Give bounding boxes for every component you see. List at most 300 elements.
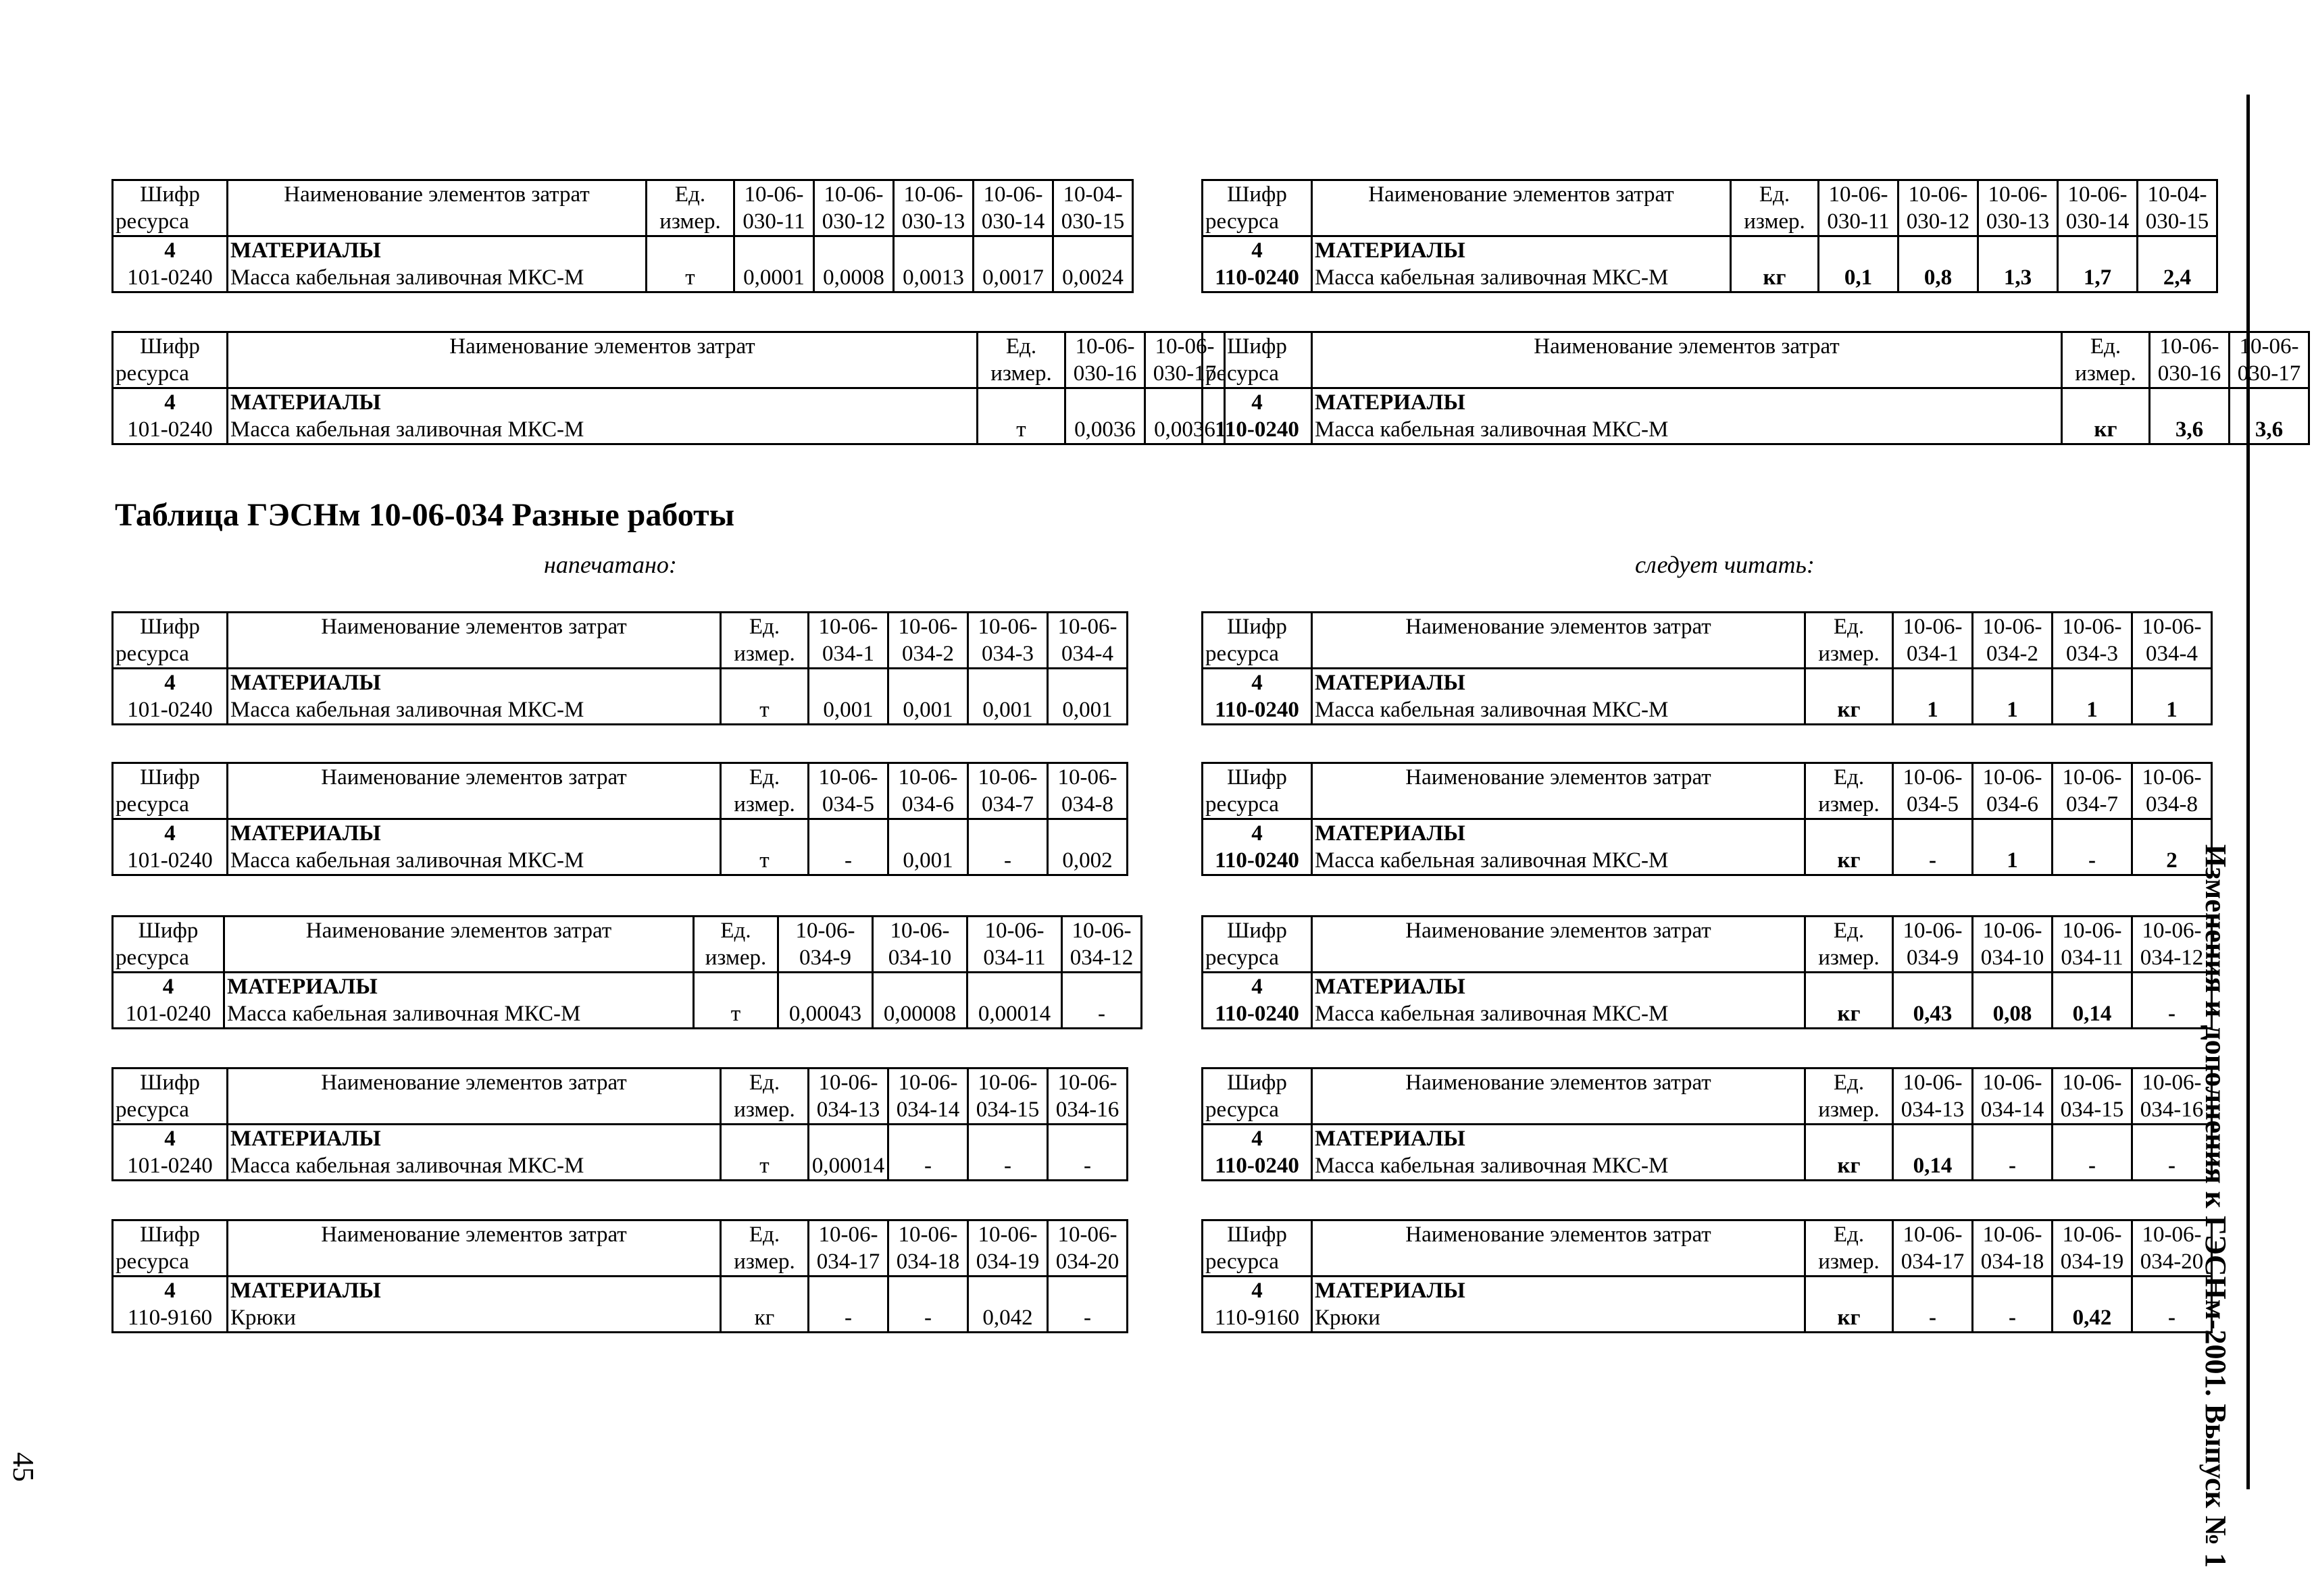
shifr-header xyxy=(113,1220,228,1277)
norm-code-top: 10-06- xyxy=(2062,1071,2122,1095)
name-header: Наименование элементов затрат xyxy=(228,763,721,819)
norm-value: - xyxy=(2088,848,2096,873)
material-row xyxy=(1203,1277,2212,1333)
norm-code-top: 10-06- xyxy=(1057,765,1117,790)
resource-code-cell xyxy=(1203,819,1312,875)
norm-code-top: 10-06- xyxy=(978,615,1038,639)
shifr-header xyxy=(1203,1220,1312,1277)
ed-label: Ед. xyxy=(1759,182,1790,207)
resource-code-cell xyxy=(113,819,228,875)
norm-code-bottom: 030-14 xyxy=(981,209,1045,234)
norm-code-top: 10-04- xyxy=(1063,182,1123,207)
norm-code-header xyxy=(1065,332,1145,388)
resource-code: 110-0240 xyxy=(1215,1002,1299,1026)
group-code: 4 xyxy=(164,238,176,263)
resource-unit-value: кг xyxy=(2094,417,2117,442)
material-row xyxy=(113,669,1128,725)
norm-code-top: 10-06- xyxy=(1057,1222,1117,1247)
norm-code-top: 10-06- xyxy=(978,1071,1038,1095)
norm-value-cell xyxy=(1893,819,1973,875)
norm-value-cell xyxy=(2132,819,2212,875)
norm-code-top: 10-06- xyxy=(2142,919,2202,943)
norm-code-top: 10-06- xyxy=(1982,919,2042,943)
resursa-label: ресурса xyxy=(116,642,189,666)
norm-code-top: 10-06- xyxy=(1982,1222,2042,1247)
group-name: МАТЕРИАЛЫ xyxy=(1315,390,1465,415)
resource-code: 101-0240 xyxy=(127,698,213,722)
norm-value-cell xyxy=(1973,1125,2053,1181)
resursa-label: ресурса xyxy=(1205,209,1279,234)
norm-code-bottom: 030-13 xyxy=(1986,209,2050,234)
resource-name: Масса кабельная заливочная МКС-М xyxy=(227,1002,581,1026)
resource-name: Масса кабельная заливочная МКС-М xyxy=(230,848,584,873)
norm-value-cell xyxy=(778,973,873,1029)
norm-code-top: 10-06- xyxy=(2239,334,2299,359)
resource-name-cell xyxy=(1312,1277,1805,1333)
unit-header xyxy=(1805,763,1893,819)
norm-code-top: 10-06- xyxy=(978,765,1038,790)
izmer-label: измер. xyxy=(990,361,1052,386)
norm-code-header xyxy=(2053,917,2132,973)
resource-name-cell xyxy=(224,973,694,1029)
ed-label: Ед. xyxy=(1833,1222,1865,1247)
resource-code-cell xyxy=(113,973,224,1029)
norm-value: - xyxy=(1929,848,1936,873)
norm-code-top: 10-06- xyxy=(898,1222,958,1247)
shifr-header xyxy=(1203,917,1312,973)
norm-value: - xyxy=(1004,848,1011,873)
name-header: Наименование элементов затрат xyxy=(1312,917,1805,973)
norm-value: 0,1 xyxy=(1844,265,1873,290)
header-row xyxy=(1203,180,2217,236)
header-row xyxy=(113,180,1133,236)
norm-code-top: 10-06- xyxy=(1982,615,2042,639)
norm-code-bottom: 034-7 xyxy=(982,792,1034,817)
resource-table-t030a-right xyxy=(1201,179,2218,293)
resource-unit-value: т xyxy=(759,848,770,873)
norm-value: 0,00014 xyxy=(978,1002,1051,1026)
norm-value: 0,0001 xyxy=(743,265,805,290)
resource-table-t030b-right xyxy=(1201,331,2310,445)
group-name: МАТЕРИАЛЫ xyxy=(1315,238,1465,263)
unit-header xyxy=(1805,1069,1893,1125)
group-code: 4 xyxy=(164,1279,176,1303)
material-row xyxy=(1203,236,2217,292)
norm-code-header xyxy=(1973,1069,2053,1125)
norm-value-cell xyxy=(1048,669,1128,725)
norm-code-top: 10-06- xyxy=(2062,919,2122,943)
norm-value-cell xyxy=(2150,388,2230,444)
resource-table-t034-17-left xyxy=(111,1219,1128,1333)
norm-code-top: 10-06- xyxy=(744,182,804,207)
norm-code-header xyxy=(1973,917,2053,973)
shifr-label: Шифр xyxy=(140,1071,200,1095)
group-name: МАТЕРИАЛЫ xyxy=(1315,1279,1465,1303)
resource-table-t034-13-right xyxy=(1201,1067,2213,1181)
table-title: Таблица ГЭСНм 10-06-034 Разные работы xyxy=(115,497,735,533)
header-row xyxy=(1203,332,2309,388)
izmer-label: измер. xyxy=(659,209,721,234)
ed-label: Ед. xyxy=(720,919,751,943)
resource-unit xyxy=(1731,236,1819,292)
material-row xyxy=(113,1125,1128,1181)
norm-code-bottom: 034-10 xyxy=(1980,946,2044,970)
norm-value: - xyxy=(2168,1002,2175,1026)
group-name: МАТЕРИАЛЫ xyxy=(230,238,381,263)
norm-value: 0,042 xyxy=(982,1306,1033,1330)
norm-code-top: 10-06- xyxy=(2142,1222,2202,1247)
group-code: 4 xyxy=(1251,975,1263,999)
norm-code-bottom: 034-1 xyxy=(822,642,874,666)
resource-code-cell xyxy=(1203,388,1312,444)
group-code: 4 xyxy=(1251,238,1263,263)
izmer-label: измер. xyxy=(1818,642,1880,666)
norm-code-bottom: 034-8 xyxy=(2146,792,2198,817)
norm-value: 0,001 xyxy=(903,698,953,722)
unit-header xyxy=(721,1220,809,1277)
norm-code-top: 10-06- xyxy=(1908,182,1968,207)
resource-code: 110-0240 xyxy=(1215,265,1299,290)
resource-code: 101-0240 xyxy=(127,265,213,290)
norm-value: 0,0036 xyxy=(1074,417,1136,442)
resursa-label: ресурса xyxy=(1205,1250,1279,1274)
norm-value: - xyxy=(845,1306,852,1330)
norm-value: 3,6 xyxy=(2255,417,2284,442)
norm-value-cell xyxy=(2053,819,2132,875)
header-row xyxy=(113,763,1128,819)
norm-value-cell xyxy=(2132,669,2212,725)
material-row xyxy=(113,388,1225,444)
resursa-label: ресурса xyxy=(116,361,189,386)
norm-code-header xyxy=(2053,1220,2132,1277)
resource-code-cell xyxy=(113,1277,228,1333)
norm-code-bottom: 034-15 xyxy=(2060,1098,2124,1122)
norm-value: 1 xyxy=(2007,848,2018,873)
resource-unit xyxy=(1805,1277,1893,1333)
resource-name-cell xyxy=(1312,669,1805,725)
norm-code-header xyxy=(968,613,1048,669)
resource-code: 110-9160 xyxy=(1214,1306,1300,1330)
resource-name-cell xyxy=(228,388,978,444)
norm-value-cell xyxy=(1048,1277,1128,1333)
resource-table-t034-1-right xyxy=(1201,611,2213,725)
group-code: 4 xyxy=(1251,671,1263,695)
norm-code-header xyxy=(2138,180,2217,236)
shifr-header xyxy=(113,763,228,819)
norm-code-top: 10-06- xyxy=(1057,1071,1117,1095)
norm-code-header xyxy=(1819,180,1898,236)
norm-value: - xyxy=(1098,1002,1105,1026)
norm-code-top: 10-06- xyxy=(1075,334,1135,359)
group-code: 4 xyxy=(1251,1279,1263,1303)
norm-code-bottom: 034-7 xyxy=(2066,792,2118,817)
shifr-header xyxy=(1203,1069,1312,1125)
shifr-label: Шифр xyxy=(140,182,200,207)
resource-table-t030b-left xyxy=(111,331,1226,445)
unit-header xyxy=(1805,613,1893,669)
norm-code-header xyxy=(888,613,968,669)
resursa-label: ресурса xyxy=(116,209,189,234)
norm-value: - xyxy=(2009,1306,2016,1330)
resource-unit-value: кг xyxy=(1837,1154,1861,1178)
material-row xyxy=(113,819,1128,875)
resource-name: Масса кабельная заливочная МКС-М xyxy=(230,1154,584,1178)
norm-code-top: 10-06- xyxy=(2142,765,2202,790)
resursa-label: ресурса xyxy=(1205,642,1279,666)
norm-value: - xyxy=(1084,1154,1091,1178)
name-header: Наименование элементов затрат xyxy=(228,180,647,236)
header-row xyxy=(1203,1220,2212,1277)
resource-table-t034-13-left xyxy=(111,1067,1128,1181)
shifr-label: Шифр xyxy=(138,919,199,943)
resource-table-t034-17-right xyxy=(1201,1219,2213,1333)
norm-value-cell xyxy=(888,819,968,875)
resource-name: Масса кабельная заливочная МКС-М xyxy=(230,417,584,442)
norm-code-bottom: 030-16 xyxy=(2157,361,2221,386)
resource-unit xyxy=(694,973,778,1029)
resursa-label: ресурса xyxy=(1205,946,1279,970)
resource-name-cell xyxy=(228,1125,721,1181)
norm-code-top: 10-06- xyxy=(898,1071,958,1095)
norm-value: 0,001 xyxy=(982,698,1033,722)
shifr-label: Шифр xyxy=(140,765,200,790)
izmer-label: измер. xyxy=(1818,792,1880,817)
norm-code-top: 10-06- xyxy=(898,615,958,639)
norm-code-bottom: 034-8 xyxy=(1061,792,1113,817)
resource-unit-value: т xyxy=(759,1154,770,1178)
resource-name: Масса кабельная заливочная МКС-М xyxy=(230,265,584,290)
norm-value: - xyxy=(924,1306,932,1330)
group-name: МАТЕРИАЛЫ xyxy=(1315,1127,1465,1151)
norm-code-bottom: 034-19 xyxy=(976,1250,1040,1274)
resource-unit-value: кг xyxy=(1837,1002,1861,1026)
note-read-as: следует читать: xyxy=(1635,551,1815,578)
norm-code-bottom: 034-17 xyxy=(816,1250,880,1274)
norm-value: 0,0017 xyxy=(982,265,1044,290)
norm-value: 0,42 xyxy=(2072,1306,2112,1330)
resource-code: 101-0240 xyxy=(125,1002,211,1026)
norm-value-cell xyxy=(888,1277,968,1333)
norm-code-top: 10-06- xyxy=(984,919,1045,943)
norm-code-bottom: 030-15 xyxy=(2145,209,2209,234)
group-name: МАТЕРИАЛЫ xyxy=(230,671,381,695)
norm-code-header xyxy=(1062,917,1142,973)
norm-code-bottom: 034-20 xyxy=(1055,1250,1120,1274)
group-name: МАТЕРИАЛЫ xyxy=(230,1127,381,1151)
resource-code-cell xyxy=(1203,973,1312,1029)
group-code: 4 xyxy=(162,975,174,999)
material-row xyxy=(113,236,1133,292)
group-name: МАТЕРИАЛЫ xyxy=(1315,975,1465,999)
resource-name: Масса кабельная заливочная МКС-М xyxy=(1315,848,1669,873)
group-code: 4 xyxy=(1251,1127,1263,1151)
resursa-label: ресурса xyxy=(1205,792,1279,817)
norm-code-header xyxy=(809,1220,888,1277)
ed-label: Ед. xyxy=(749,1222,780,1247)
norm-code-bottom: 034-6 xyxy=(1986,792,2038,817)
izmer-label: измер. xyxy=(2075,361,2136,386)
resource-unit xyxy=(721,819,809,875)
norm-code-header xyxy=(1898,180,1978,236)
norm-code-header xyxy=(2132,1069,2212,1125)
resource-code: 110-9160 xyxy=(127,1306,213,1330)
norm-code-top: 10-06- xyxy=(824,182,884,207)
resource-name: Масса кабельная заливочная МКС-М xyxy=(1315,265,1669,290)
resource-unit-value: кг xyxy=(1837,848,1861,873)
norm-value-cell xyxy=(2230,388,2309,444)
name-header: Наименование элементов затрат xyxy=(1312,1069,1805,1125)
izmer-label: измер. xyxy=(1744,209,1805,234)
norm-code-header xyxy=(888,1069,968,1125)
norm-code-header xyxy=(1053,180,1133,236)
norm-code-top: 10-06- xyxy=(983,182,1043,207)
norm-code-bottom: 030-17 xyxy=(1153,361,1217,386)
norm-code-header xyxy=(2053,763,2132,819)
material-row xyxy=(1203,388,2309,444)
norm-value: 0,00043 xyxy=(788,1002,862,1026)
norm-code-bottom: 034-11 xyxy=(983,946,1046,970)
resource-unit xyxy=(721,1125,809,1181)
norm-code-header xyxy=(2230,332,2309,388)
resource-unit xyxy=(1805,819,1893,875)
norm-code-bottom: 034-16 xyxy=(2140,1098,2204,1122)
norm-value-cell xyxy=(1065,388,1145,444)
resource-name-cell xyxy=(228,1277,721,1333)
norm-code-top: 10-06- xyxy=(1903,615,1963,639)
norm-value-cell xyxy=(1973,973,2053,1029)
norm-value: 1 xyxy=(2007,698,2018,722)
group-code: 4 xyxy=(1251,821,1263,846)
norm-value-cell xyxy=(1973,669,2053,725)
unit-header xyxy=(1805,917,1893,973)
ed-label: Ед. xyxy=(1833,919,1865,943)
norm-value-cell xyxy=(1893,973,1973,1029)
resource-unit xyxy=(1805,1125,1893,1181)
norm-code-bottom: 030-11 xyxy=(743,209,805,234)
resource-code: 110-0240 xyxy=(1215,848,1299,873)
norm-code-bottom: 030-16 xyxy=(1073,361,1137,386)
norm-value: 1,7 xyxy=(2083,265,2112,290)
norm-value: 1 xyxy=(2166,698,2178,722)
resource-unit xyxy=(1805,973,1893,1029)
norm-value: 0,0024 xyxy=(1062,265,1124,290)
norm-value: 0,0008 xyxy=(823,265,884,290)
resource-table-t034-9-left xyxy=(111,915,1142,1029)
norm-code-bottom: 030-12 xyxy=(822,209,886,234)
resource-name: Крюки xyxy=(1315,1306,1380,1330)
ed-label: Ед. xyxy=(749,615,780,639)
norm-code-header xyxy=(1048,1220,1128,1277)
norm-code-bottom: 034-4 xyxy=(1061,642,1113,666)
norm-code-header xyxy=(888,763,968,819)
resource-unit xyxy=(721,1277,809,1333)
norm-code-header xyxy=(1893,763,1973,819)
norm-code-bottom: 034-10 xyxy=(888,946,952,970)
norm-code-top: 10-06- xyxy=(2142,1071,2202,1095)
norm-code-bottom: 034-12 xyxy=(1070,946,1134,970)
resource-unit xyxy=(647,236,734,292)
resource-code: 110-0240 xyxy=(1215,417,1299,442)
norm-value-cell xyxy=(2053,1125,2132,1181)
norm-code-top: 10-06- xyxy=(1072,919,1132,943)
resource-unit-value: кг xyxy=(1763,265,1786,290)
norm-code-bottom: 034-14 xyxy=(896,1098,960,1122)
norm-code-top: 10-06- xyxy=(1828,182,1888,207)
resource-code-cell xyxy=(1203,1277,1312,1333)
izmer-label: измер. xyxy=(734,642,795,666)
norm-code-header xyxy=(974,180,1053,236)
norm-value-cell xyxy=(1978,236,2058,292)
resource-unit-value: кг xyxy=(1837,698,1861,722)
resource-unit xyxy=(721,669,809,725)
norm-code-bottom: 034-12 xyxy=(2140,946,2204,970)
norm-value-cell xyxy=(894,236,974,292)
norm-value: 0,0036 xyxy=(1154,417,1215,442)
resource-code-cell xyxy=(1203,1125,1312,1181)
norm-code-bottom: 034-2 xyxy=(902,642,954,666)
norm-code-bottom: 034-1 xyxy=(1907,642,1959,666)
resource-unit-value: т xyxy=(1016,417,1026,442)
norm-value: 0,00008 xyxy=(883,1002,957,1026)
norm-code-header xyxy=(2132,1220,2212,1277)
norm-code-header xyxy=(888,1220,968,1277)
shifr-label: Шифр xyxy=(1227,1222,1287,1247)
norm-code-top: 10-06- xyxy=(890,919,950,943)
shifr-label: Шифр xyxy=(1227,615,1287,639)
header-row xyxy=(113,332,1225,388)
name-header: Наименование элементов затрат xyxy=(228,1220,721,1277)
norm-value-cell xyxy=(967,973,1062,1029)
norm-value-cell xyxy=(809,819,888,875)
shifr-label: Шифр xyxy=(140,615,200,639)
material-row xyxy=(1203,819,2212,875)
header-row xyxy=(1203,613,2212,669)
resursa-label: ресурса xyxy=(1205,361,1279,386)
norm-value: 0,001 xyxy=(823,698,874,722)
group-name: МАТЕРИАЛЫ xyxy=(227,975,378,999)
name-header: Наименование элементов затрат xyxy=(228,613,721,669)
group-code: 4 xyxy=(164,821,176,846)
norm-code-header xyxy=(2132,917,2212,973)
norm-code-bottom: 034-17 xyxy=(1901,1250,1965,1274)
norm-code-top: 10-06- xyxy=(1903,919,1963,943)
norm-code-header xyxy=(1048,1069,1128,1125)
norm-code-bottom: 034-19 xyxy=(2060,1250,2124,1274)
group-name: МАТЕРИАЛЫ xyxy=(1315,821,1465,846)
resource-name-cell xyxy=(228,819,721,875)
norm-code-bottom: 034-3 xyxy=(2066,642,2118,666)
resource-name: Крюки xyxy=(230,1306,296,1330)
shifr-label: Шифр xyxy=(140,334,200,359)
shifr-header xyxy=(1203,332,1312,388)
resource-code-cell xyxy=(1203,236,1312,292)
header-row xyxy=(113,1220,1128,1277)
resource-name-cell xyxy=(1312,819,1805,875)
resource-unit-value: т xyxy=(759,698,770,722)
norm-value: 2 xyxy=(2166,848,2178,873)
norm-code-top: 10-06- xyxy=(818,1222,878,1247)
norm-value-cell xyxy=(814,236,894,292)
norm-code-top: 10-06- xyxy=(1903,1222,1963,1247)
norm-value: 0,14 xyxy=(1913,1154,1953,1178)
resource-code-cell xyxy=(113,236,228,292)
shifr-header xyxy=(113,917,224,973)
norm-value-cell xyxy=(1048,1125,1128,1181)
norm-code-bottom: 030-11 xyxy=(1827,209,1890,234)
header-row xyxy=(1203,763,2212,819)
norm-code-header xyxy=(809,1069,888,1125)
resource-name: Масса кабельная заливочная МКС-М xyxy=(1315,1002,1669,1026)
